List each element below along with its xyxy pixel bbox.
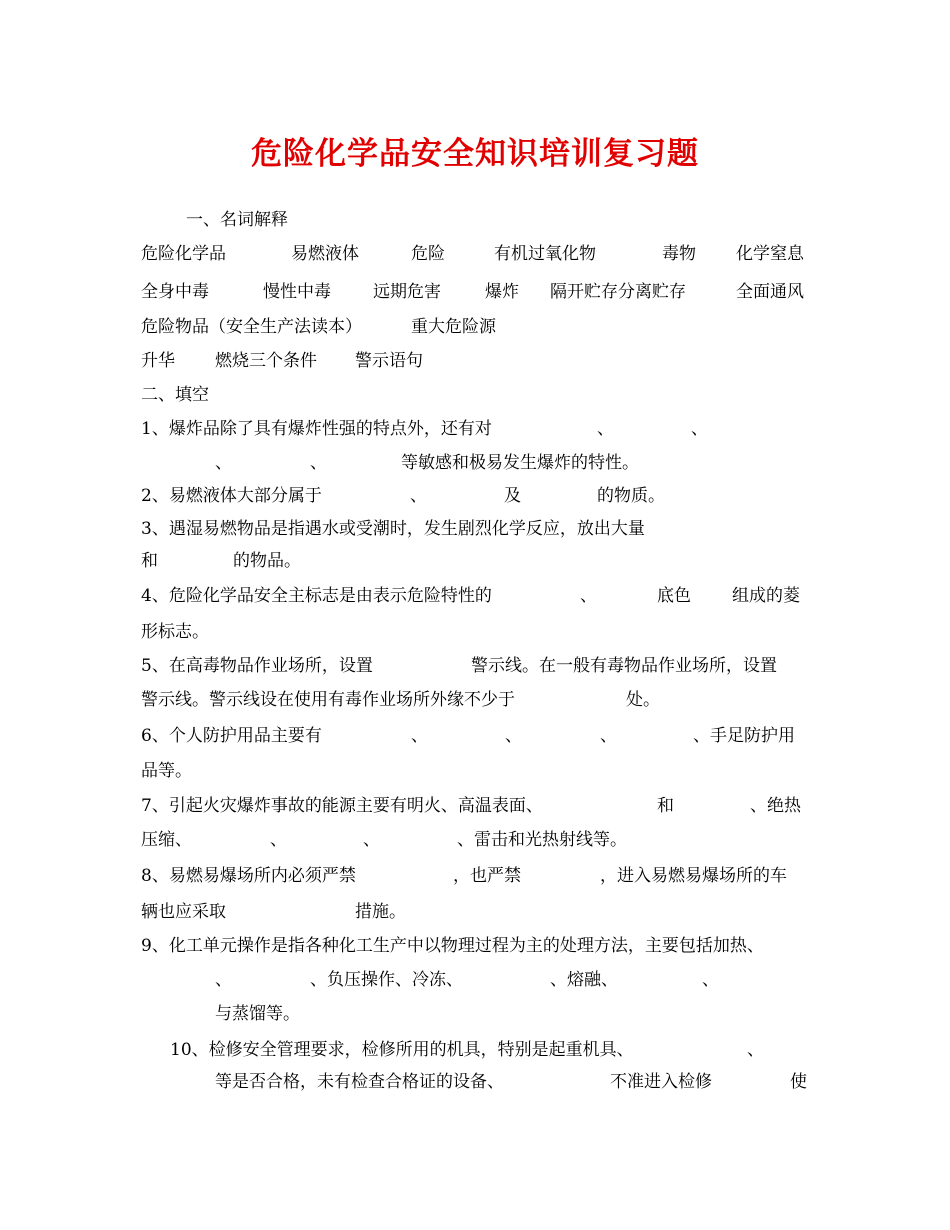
question-text: 、 (270, 830, 287, 850)
term: 全面通风 (736, 282, 804, 302)
question-text: 、 (215, 453, 232, 473)
term: 警示语句 (355, 351, 423, 371)
section-heading: 一、名词解释 (186, 210, 288, 230)
question-text: 、 (411, 726, 428, 746)
question-text: 6、个人防护用品主要有 (141, 726, 322, 746)
question-text: ，也严禁 (453, 866, 521, 886)
question-text: ，进入易燃易爆场所的车 (600, 866, 787, 886)
term: 隔开贮存分离贮存 (550, 282, 686, 302)
term: 远期危害 (373, 282, 441, 302)
question-text: 底色 (657, 586, 691, 606)
question-text: 7、引起火灾爆炸事故的能源主要有明火、高温表面、 (141, 796, 543, 816)
question-text: 5、在高毒物品作业场所，设置 (141, 656, 373, 676)
question-text: 使 (790, 1072, 807, 1092)
question-text: 辆也应采取 (141, 902, 226, 922)
question-text: 、 (410, 486, 427, 506)
term: 易燃液体 (291, 244, 359, 264)
term: 危险化学品 (141, 244, 226, 264)
question-text: 、 (691, 419, 708, 439)
question-text: 1、爆炸品除了具有爆炸性强的特点外，还有对 (141, 419, 492, 439)
question-text: 、 (747, 1040, 764, 1060)
question-text: 及 (504, 486, 521, 506)
question-text: 不准进入检修 (610, 1072, 712, 1092)
question-text: 警示线。在一般有毒物品作业场所，设置 (471, 656, 777, 676)
question-text: 8、易燃易爆场所内必须严禁 (141, 866, 356, 886)
question-text: 、 (702, 970, 719, 990)
term: 重大危险源 (411, 317, 496, 337)
question-text: 品等。 (141, 761, 192, 781)
question-text: 和 (141, 551, 158, 571)
question-text: 、手足防护用 (693, 726, 795, 746)
term: 有机过氧化物 (494, 244, 596, 264)
question-text: 组成的菱 (732, 586, 800, 606)
question-text: 措施。 (355, 902, 406, 922)
question-text: 、熔融、 (550, 970, 618, 990)
question-text: 、 (215, 970, 232, 990)
question-text: 10、检修安全管理要求，检修所用的机具，特别是起重机具、 (170, 1040, 634, 1060)
term: 爆炸 (485, 282, 519, 302)
question-text: 的物质。 (597, 486, 665, 506)
question-text: 2、易燃液体大部分属于 (141, 486, 322, 506)
term: 毒物 (662, 244, 696, 264)
question-text: 处。 (626, 690, 660, 710)
term: 危险 (411, 244, 445, 264)
question-text: 形标志。 (141, 622, 209, 642)
question-text: 、 (363, 830, 380, 850)
question-text: 、 (597, 419, 614, 439)
term: 化学窒息 (736, 244, 804, 264)
question-text: 等敏感和极易发生爆炸的特性。 (401, 453, 639, 473)
question-text: 压缩、 (141, 830, 192, 850)
question-text: 、 (310, 453, 327, 473)
question-text: 、雷击和光热射线等。 (457, 830, 627, 850)
question-text: 警示线。警示线设在使用有毒作业场所外缘不少于 (141, 690, 515, 710)
question-text: 等是否合格，未有检查合格证的设备、 (215, 1072, 504, 1092)
question-text: 、 (580, 586, 597, 606)
section-heading: 二、填空 (141, 385, 209, 405)
question-text: 和 (657, 796, 674, 816)
term: 全身中毒 (141, 282, 209, 302)
question-text: 与蒸馏等。 (215, 1004, 300, 1024)
question-text: 、 (505, 726, 522, 746)
question-text: 3、遇湿易燃物品是指遇水或受潮时，发生剧烈化学反应，放出大量 (141, 519, 645, 539)
question-text: 9、化工单元操作是指各种化工生产中以物理过程为主的处理方法，主要包括加热、 (141, 936, 764, 956)
question-text: 、负压操作、冷冻、 (310, 970, 463, 990)
term: 危险物品（安全生产法读本） (141, 317, 362, 337)
term: 慢性中毒 (263, 282, 331, 302)
document-title: 危险化学品安全知识培训复习题 (251, 136, 699, 172)
term: 升华 (141, 351, 175, 371)
question-text: 、绝热 (750, 796, 801, 816)
question-text: 、 (600, 726, 617, 746)
question-text: 4、危险化学品安全主标志是由表示危险特性的 (141, 586, 492, 606)
term: 燃烧三个条件 (215, 351, 317, 371)
question-text: 的物品。 (233, 551, 301, 571)
